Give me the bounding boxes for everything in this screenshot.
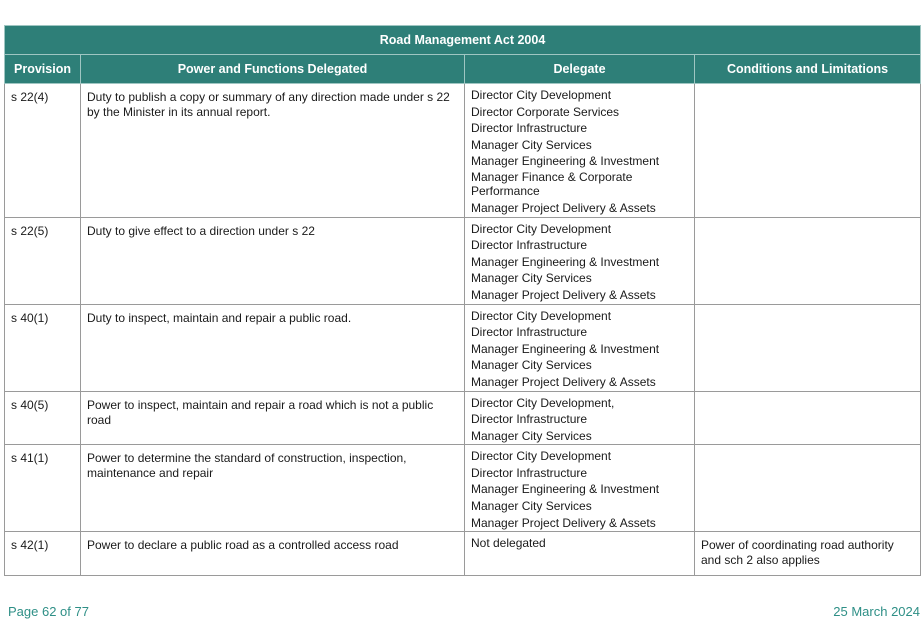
delegate-item: Manager City Services <box>471 358 592 373</box>
conditions-cell <box>695 391 921 445</box>
provision-cell: s 22(5) <box>5 217 81 304</box>
document-date: 25 March 2024 <box>833 604 920 619</box>
delegate-item: Manager Project Delivery & Assets <box>471 287 656 302</box>
delegate-item: Manager Project Delivery & Assets <box>471 515 656 530</box>
conditions-cell <box>695 304 921 391</box>
provision-cell: s 41(1) <box>5 445 81 532</box>
delegate-item: Director City Development <box>471 308 612 323</box>
conditions-cell <box>695 84 921 218</box>
power-cell: Duty to inspect, maintain and repair a public road. <box>81 304 465 391</box>
delegate-item: Director Infrastructure <box>471 325 588 340</box>
delegate-cell <box>465 304 695 391</box>
conditions-cell: Power of coordinating road authority and sch 2 also applies <box>695 532 921 576</box>
power-cell: Power to declare a public road as a controlled access road <box>81 532 465 576</box>
table-row <box>5 532 921 576</box>
delegate-item: Manager City Services <box>471 428 592 443</box>
delegate-item: Director Infrastructure <box>471 121 588 136</box>
column-header-provision: Provision <box>5 55 81 84</box>
delegate-item: Director Corporate Services <box>471 104 620 119</box>
provision-cell: s 42(1) <box>5 532 81 576</box>
table-row <box>5 84 921 218</box>
table-row <box>5 304 921 391</box>
delegate-item: Director Infrastructure <box>471 465 588 480</box>
table-title: Road Management Act 2004 <box>5 26 921 55</box>
delegate-item: Manager City Services <box>471 499 592 514</box>
power-cell: Duty to give effect to a direction under s 22 <box>81 217 465 304</box>
table-row <box>5 391 921 445</box>
delegate-item: Director Infrastructure <box>471 238 588 253</box>
delegate-item: Director City Development <box>471 221 612 236</box>
delegate-item: Manager Engineering & Investment <box>471 254 660 269</box>
conditions-cell <box>695 445 921 532</box>
delegation-table <box>4 25 921 576</box>
table-row <box>5 217 921 304</box>
delegate-cell <box>465 391 695 445</box>
column-header-conditions: Conditions and Limitations <box>695 55 921 84</box>
delegate-item: Manager City Services <box>471 271 592 286</box>
delegate-item: Manager Engineering & Investment <box>471 154 660 169</box>
page-number: Page 62 of 77 <box>8 604 89 619</box>
delegate-item: Manager Project Delivery & Assets <box>471 200 656 215</box>
delegate-item: Director Infrastructure <box>471 412 588 427</box>
delegate-item: Manager Project Delivery & Assets <box>471 374 656 389</box>
column-header-delegate: Delegate <box>465 55 695 84</box>
column-header-power: Power and Functions Delegated <box>81 55 465 84</box>
delegate-cell <box>465 84 695 218</box>
delegate-item: Manager Engineering & Investment <box>471 482 660 497</box>
conditions-cell <box>695 217 921 304</box>
power-cell: Duty to publish a copy or summary of any direction made under s 22 by the Minister in its annual report. <box>81 84 465 218</box>
delegate-item: Director City Development <box>471 449 612 464</box>
delegate-item: Director City Development, <box>471 395 615 410</box>
delegate-item: Manager Finance & Corporate Performance <box>471 169 633 198</box>
delegate-item: Manager City Services <box>471 137 592 152</box>
delegate-cell <box>465 217 695 304</box>
power-cell: Power to inspect, maintain and repair a road which is not a public road <box>81 391 465 445</box>
provision-cell: s 40(1) <box>5 304 81 391</box>
delegate-cell <box>465 532 695 576</box>
delegate-item: Manager Engineering & Investment <box>471 341 660 356</box>
delegate-item: Not delegated <box>471 536 546 551</box>
provision-cell: s 40(5) <box>5 391 81 445</box>
delegate-item: Director City Development <box>471 88 612 102</box>
table-row <box>5 445 921 532</box>
power-cell: Power to determine the standard of construction, inspection, maintenance and repair <box>81 445 465 532</box>
provision-cell: s 22(4) <box>5 84 81 218</box>
delegate-cell <box>465 445 695 532</box>
